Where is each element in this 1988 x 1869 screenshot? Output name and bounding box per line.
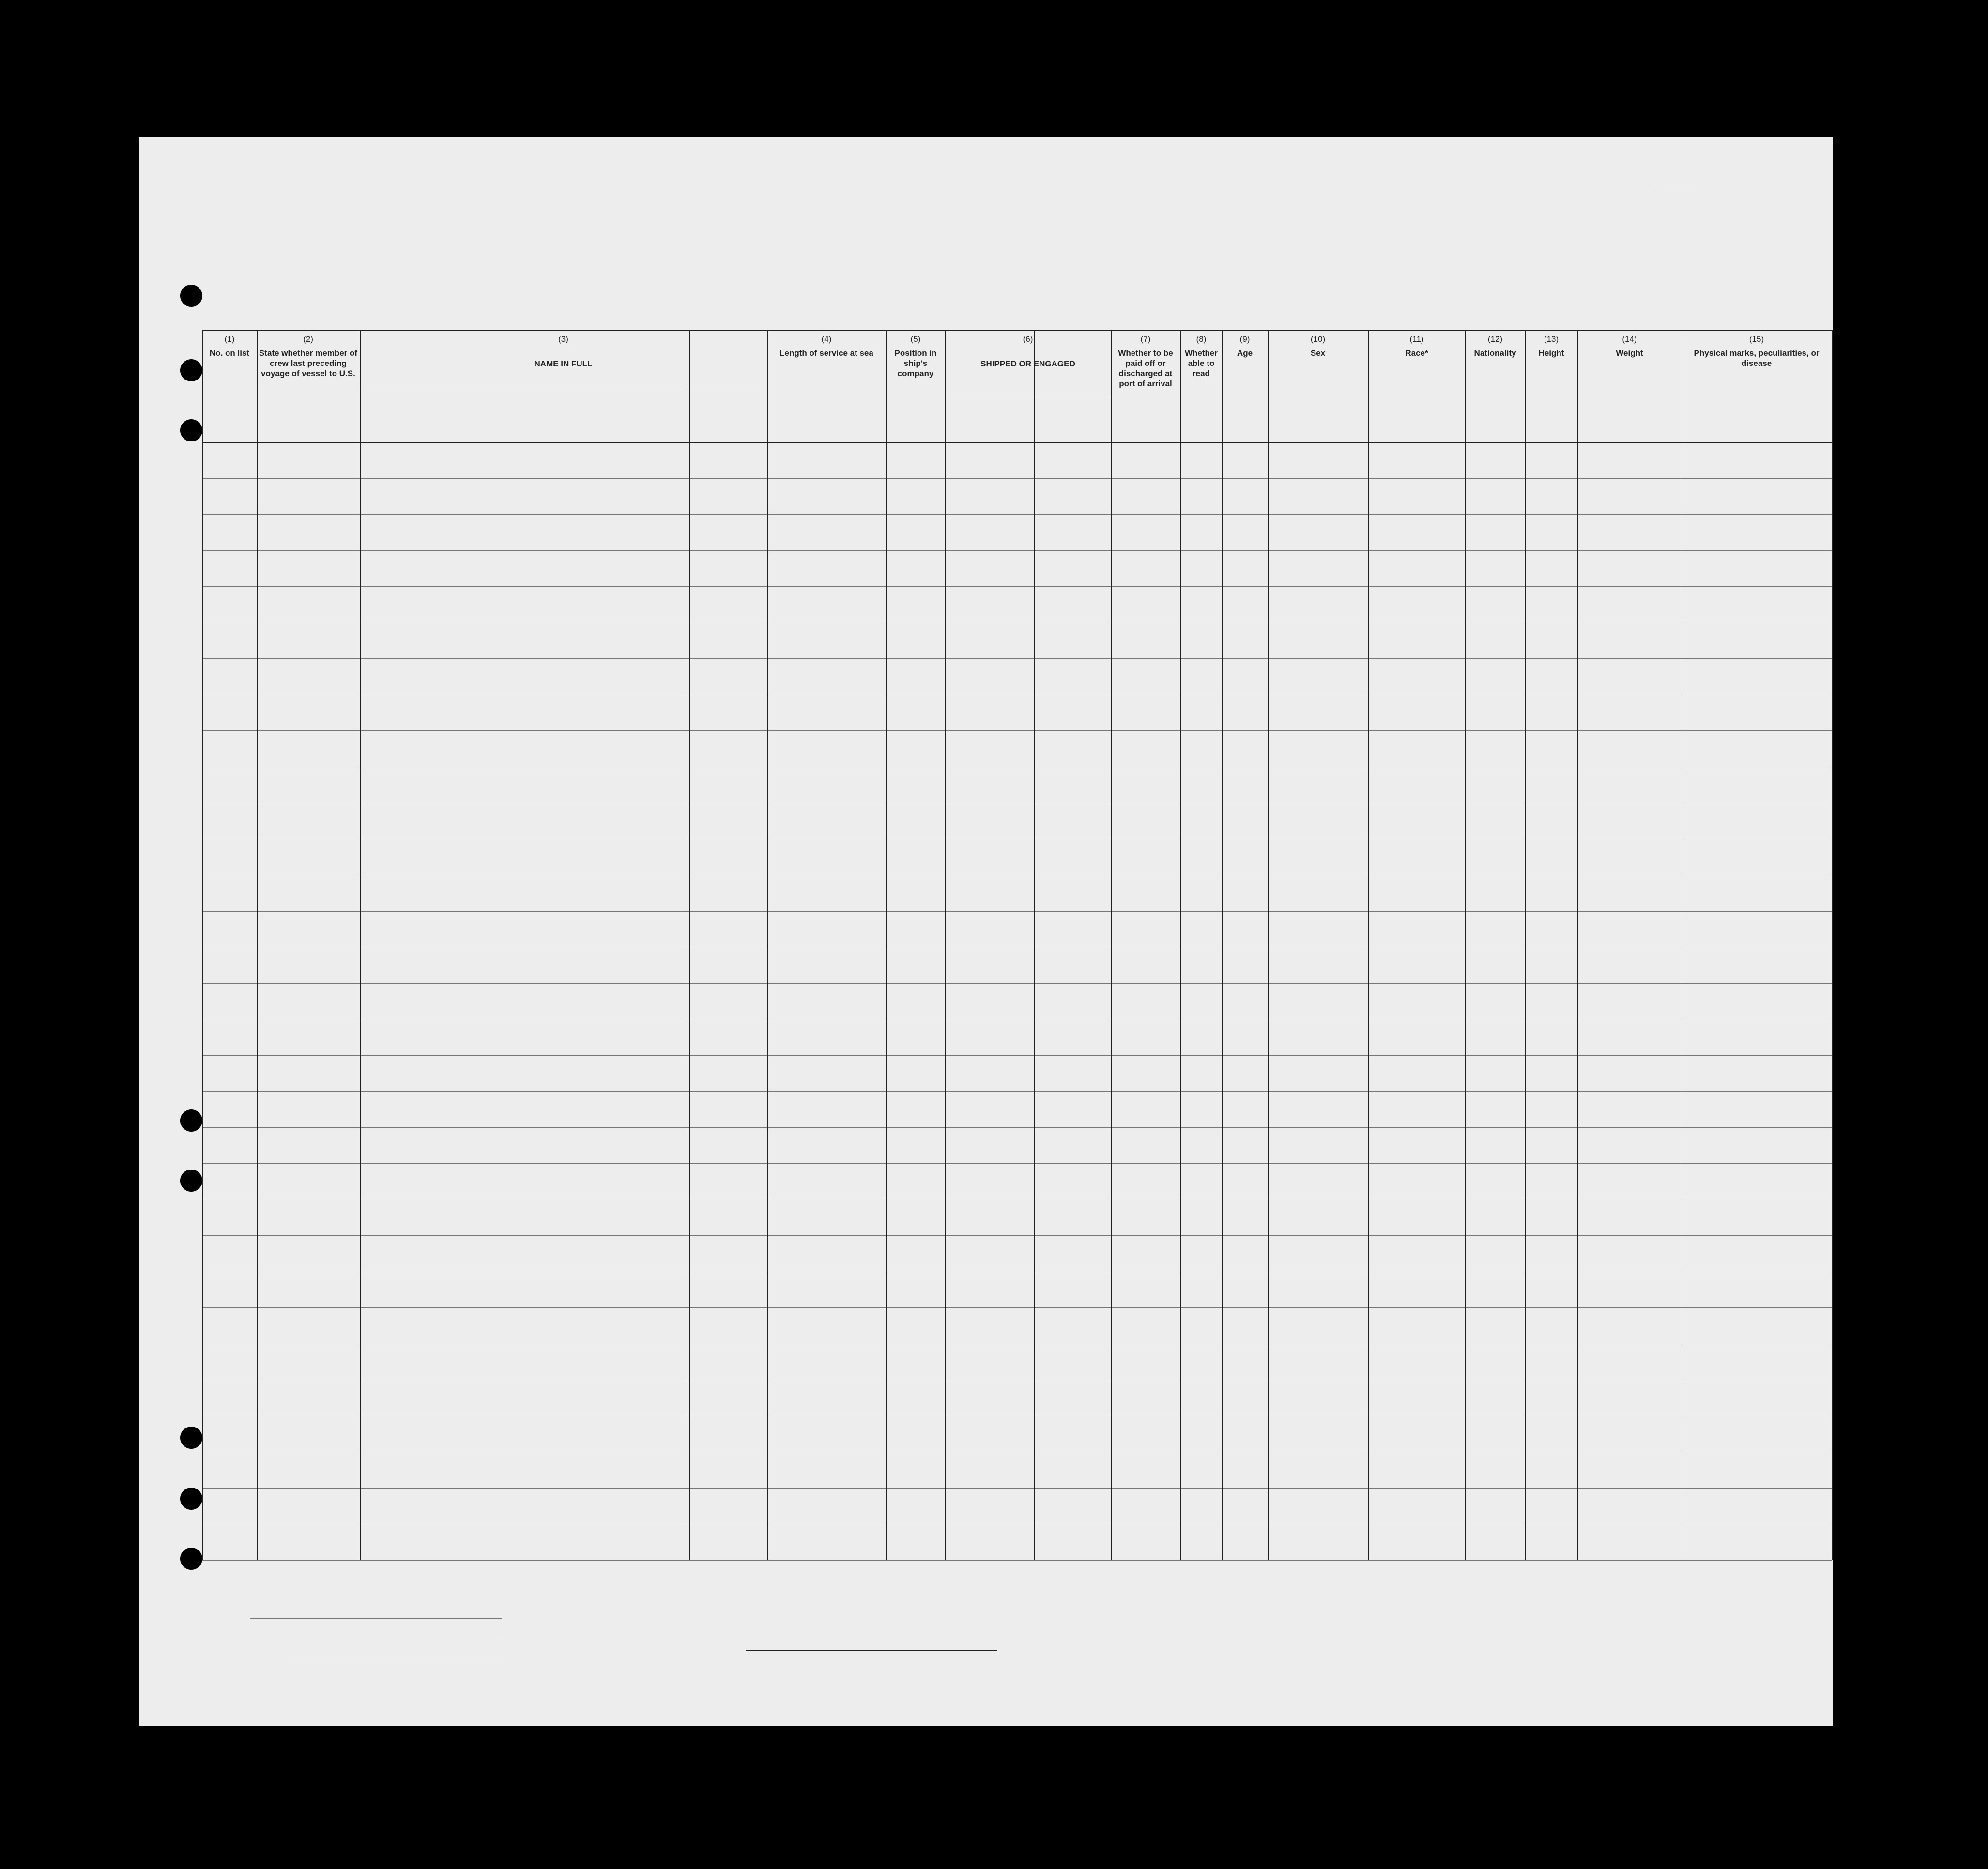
- table-column-rule: [1268, 330, 1269, 1560]
- table-column-rule: [1034, 330, 1035, 1560]
- column-number: (5): [910, 334, 921, 344]
- table-column-rule: [886, 330, 887, 1560]
- table-row-rule: [202, 1560, 1832, 1561]
- column-header: Height: [1538, 349, 1564, 358]
- table-row-rule: [202, 1127, 1832, 1128]
- column-header: Sex: [1310, 349, 1326, 358]
- punch-hole: [180, 1488, 202, 1510]
- column-number: (9): [1239, 334, 1250, 344]
- column-number: (4): [821, 334, 832, 344]
- table-row-rule: [202, 1163, 1832, 1164]
- column-number: (11): [1409, 334, 1424, 344]
- column-header: NAME IN FULL: [534, 359, 593, 368]
- table-row-rule: [202, 1488, 1832, 1489]
- table-column-rule: [689, 330, 690, 1560]
- side-stamp: [146, 493, 209, 735]
- voyage-line: [290, 281, 1839, 310]
- table-row-rule: [202, 478, 1832, 479]
- footer-rule: [250, 1618, 502, 1619]
- table-column-rule: [257, 330, 258, 1560]
- column-header: Whether able to read: [1185, 349, 1218, 378]
- table-row-rule: [202, 730, 1832, 731]
- column-header: Length of service at sea: [780, 349, 873, 358]
- sheet-no-value: [1655, 176, 1692, 193]
- table-row-rule: [202, 550, 1832, 551]
- table-header-rule: [202, 442, 1832, 443]
- punch-hole: [180, 359, 202, 381]
- column-header: State whether member of crew last preceding voyage of vessel to U.S.: [259, 349, 358, 378]
- table-column-rule: [1832, 330, 1833, 1560]
- table-column-rule: [767, 330, 768, 1560]
- column-header: Nationality: [1474, 349, 1516, 358]
- column-number: (7): [1140, 334, 1151, 344]
- column-number: (1): [224, 334, 235, 344]
- punch-hole: [180, 1548, 202, 1570]
- column-number: (8): [1196, 334, 1207, 344]
- signature-rule: [746, 1650, 997, 1651]
- table-column-rule: [1525, 330, 1526, 1560]
- column-number: (6): [1023, 334, 1033, 344]
- column-number: (15): [1749, 334, 1764, 344]
- punch-hole: [180, 1427, 202, 1449]
- column-number: (2): [303, 334, 313, 344]
- manifest-sheet: [139, 137, 1833, 1726]
- column-number: (13): [1544, 334, 1559, 344]
- punch-hole: [180, 419, 202, 441]
- column-header: Age: [1237, 349, 1253, 358]
- table-row-rule: [202, 1055, 1832, 1056]
- table-row-rule: [202, 586, 1832, 587]
- column-number: (12): [1487, 334, 1503, 344]
- table-column-rule: [360, 330, 361, 1560]
- table-top-rule: [202, 330, 1832, 331]
- punch-hole: [180, 285, 202, 307]
- table-row-rule: [202, 1307, 1832, 1308]
- table-column-rule: [1111, 330, 1112, 1560]
- column-header: Position in ship's company: [894, 349, 937, 378]
- table-column-rule: [1180, 330, 1181, 1560]
- sheet-number: [1655, 176, 1692, 193]
- column-header: No. on list: [209, 349, 250, 358]
- table-row-rule: [202, 514, 1832, 515]
- column-number: (10): [1310, 334, 1326, 344]
- table-row-rule: [202, 1091, 1832, 1092]
- column-header: Race*: [1405, 349, 1428, 358]
- table-row-rule: [202, 911, 1832, 912]
- column-header: Whether to be paid off or discharged at port of arrival: [1118, 349, 1173, 388]
- table-row-rule: [202, 658, 1832, 659]
- table-row-rule: [202, 983, 1832, 984]
- column-number: (14): [1622, 334, 1637, 344]
- table-column-rule: [1465, 330, 1466, 1560]
- column-header: Physical marks, peculiarities, or disease: [1694, 349, 1820, 368]
- table-row-rule: [202, 1235, 1832, 1236]
- table-column-rule: [1222, 330, 1223, 1560]
- table-column-rule: [1368, 330, 1369, 1560]
- punch-hole: [180, 1170, 202, 1192]
- column-number: (3): [558, 334, 568, 344]
- table-column-rule: [945, 330, 946, 1560]
- column-header: Weight: [1616, 349, 1643, 358]
- column-header: SHIPPED OR ENGAGED: [980, 359, 1075, 368]
- punch-hole: [180, 1109, 202, 1132]
- table-column-rule: [1577, 330, 1578, 1560]
